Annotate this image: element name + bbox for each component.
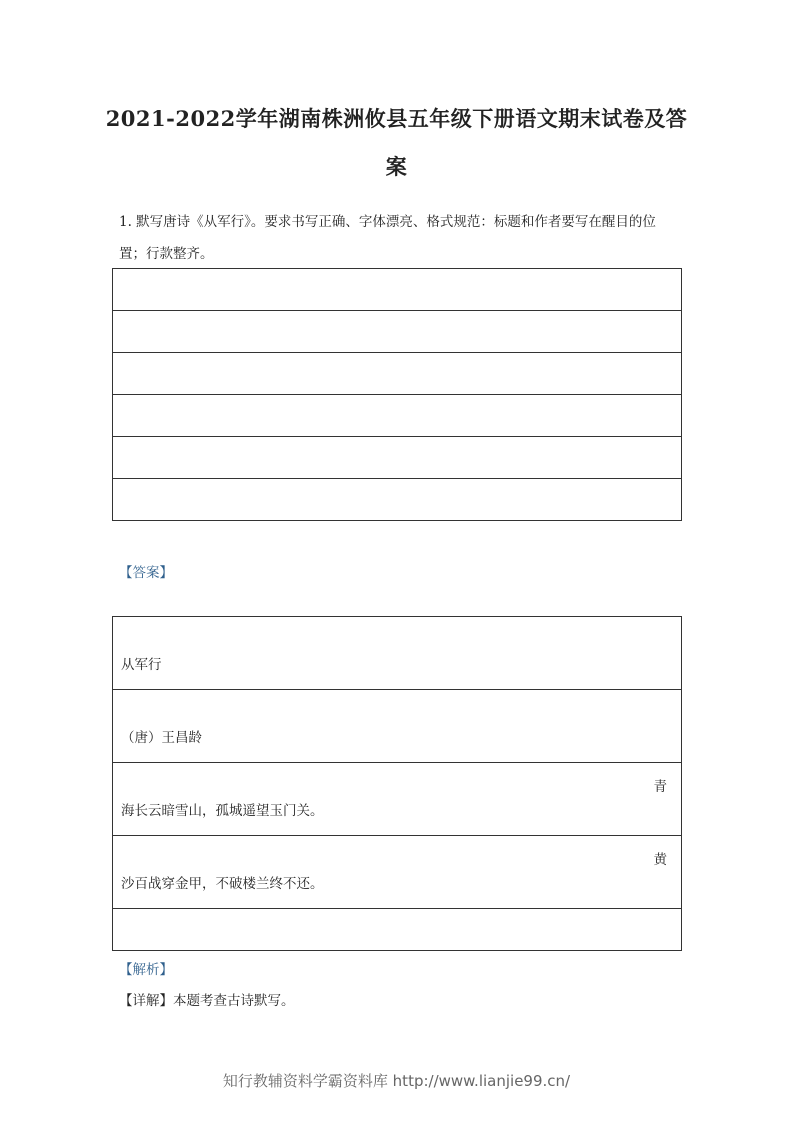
writing-row <box>113 311 681 353</box>
writing-row <box>113 437 681 479</box>
writing-grid <box>112 268 682 521</box>
answer-row <box>113 836 681 909</box>
title-line-1: 2021-2022学年湖南株洲攸县五年级下册语文期末试卷及答 <box>105 106 688 131</box>
detail-text: 【详解】本题考查古诗默写。 <box>119 993 295 1009</box>
answer-row-text: （唐）王昌龄 <box>121 730 202 746</box>
page-title <box>100 95 693 191</box>
writing-row <box>113 269 681 311</box>
answer-table <box>112 616 682 951</box>
title-line-2: 案 <box>385 154 408 179</box>
writing-row <box>113 353 681 395</box>
answer-row-right-char: 青 <box>653 779 667 795</box>
answer-row-right-char: 黄 <box>653 852 667 868</box>
footer-watermark: 知行教辅资料学霸资料库 http://www.lianjie99.cn/ <box>222 1072 571 1090</box>
answer-row-empty <box>113 909 681 950</box>
question-line-1: 1. 默写唐诗《从军行》。要求书写正确、字体漂亮、格式规范：标题和作者要写在醒目的位 <box>119 214 656 230</box>
question-line-2: 置；行款整齐。 <box>119 246 214 262</box>
answer-tag: 【答案】 <box>119 565 173 581</box>
answer-row-text: 从军行 <box>121 657 162 673</box>
answer-row <box>113 763 681 836</box>
writing-row <box>113 479 681 520</box>
answer-row <box>113 617 681 690</box>
answer-row-text: 海长云暗雪山，孤城遥望玉门关。 <box>121 803 324 819</box>
analysis-tag: 【解析】 <box>119 962 173 978</box>
writing-row <box>113 395 681 437</box>
answer-row <box>113 690 681 763</box>
question-1 <box>119 206 684 270</box>
answer-row-text: 沙百战穿金甲，不破楼兰终不还。 <box>121 876 324 892</box>
